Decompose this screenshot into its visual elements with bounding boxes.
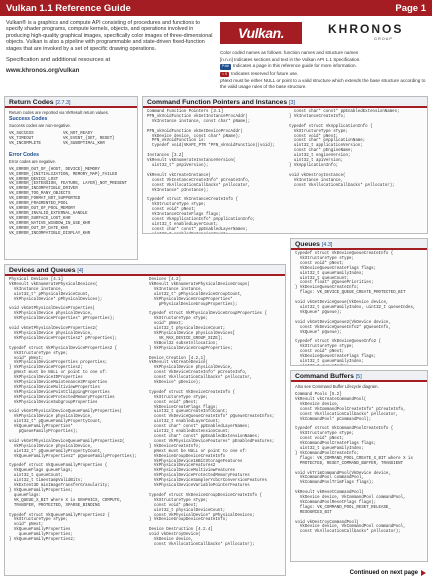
cmd-pointers-panel bbox=[142, 96, 428, 234]
devices-col2: Devices [4.2] VkResult vkEnumeratePhysicalDeviceGroups( VkInstance instance, uint32_t* pPhysicalDeviceGroupCount, VkPhysicalDeviceGroupProperties* pPhysicalDeviceGroupProperties); typedef struct VkPhysicalDeviceGroupProperties { VkStructureType sType; void* pNext; uint32_t physicalDeviceCount; VkPhysicalDevice physicalDevices[ VK_MAX_DEVICE_GROUP_SIZE]; VkBool32 subsetAllocation; } VkPhysicalDeviceGroupProperties; Device Creation [4.2.1] VkResult vkCreateDevice( VkPhysicalDevice physicalDevice, const VkDeviceCreateInfo* pCreateInfo, const VkAllocationCallbacks* pAllocator, VkDevice* pDevice); typedef struct VkDeviceCreateInfo { VkStructureType sType; const void* pNext; VkDeviceCreateFlags flags; uint32_t queueCreateInfoCount; const VkDeviceQueueCreateInfo* pQueueCreateInfos; uint32_t enabledLayerCount; const char* const* ppEnabledLayerNames; uint32_t enabledExtensionCount; const char* const* ppEnabledExtensionNames; const VkPhysicalDeviceFeatures* pEnabledFeatures; } VkDeviceCreateInfo; pNext must be NULL or point to one of: VkDeviceGroupDeviceCreateInfo VkPhysicalDevice16BitStorageFeatures VkPhysicalDeviceFeatures2 VkPhysicalDeviceMultiviewFeatures VkPhysicalDeviceProtectedMemoryFeatures VkPhysicalDeviceSamplerYcbcrConversionFeatures VkPhysicalDeviceVariablePointerFeatures typedef struct VkDeviceGroupDeviceCreateInfo { VkStructureType sType; const void* pNext; uint32_t physicalDeviceCount; const VkPhysicalDevice* pPhysicalDevices; } VkDeviceGroupDeviceCreateInfo; Device Destruction [4.2.4] void vkDestroyDevice( VkDevice device, const VkAllocationCallbacks* pAllocator); bbox=[149, 278, 275, 547]
cmd-pointers-title: Command Function Pointers and Instances bbox=[147, 99, 288, 106]
logo-area bbox=[220, 20, 428, 48]
cmd-buffers-note: Also see Command Buffer Lifecycle diagram. bbox=[295, 384, 379, 389]
cmd-pointers-col2: const char* const* ppEnabledExtensionNames; } VkInstanceCreateInfo; typedef struct VkApplicationInfo { VkStructureType sType; const void* pNext; const char* pApplicationName; uint32_t applicationVersion; const char* pEngineName; uint32_t engineVersion; uint32_t apiVersion; } VkApplicationInfo; void vkDestroyInstance( VkInstance instance, const VkAllocationCallbacks* pAllocator); bbox=[289, 110, 400, 188]
error-codes-desc: Error codes are negative. bbox=[9, 158, 57, 164]
cmd-pointers-columns bbox=[143, 108, 427, 234]
legend-reserved-line bbox=[220, 71, 428, 78]
devices-header bbox=[5, 265, 285, 276]
legend-ref-line: [n.n.n] Indicates sections and text in the Vulkan API 1.1 Specification. bbox=[220, 56, 361, 62]
return-codes-ref: [2.7.3] bbox=[55, 100, 71, 106]
legend-page-line bbox=[220, 63, 428, 70]
legend bbox=[220, 50, 428, 91]
continued-note bbox=[350, 570, 426, 576]
cmd-buffers-title: Command Buffers bbox=[295, 373, 354, 380]
khronos-group-label: GROUP bbox=[374, 37, 393, 41]
return-codes-body bbox=[5, 108, 137, 130]
error-codes-head bbox=[5, 149, 137, 166]
intro-paragraph: Vulkan® is a graphics and compute API consisting of procedures and functions to specify shader programs, compute kernels, objects, and operations involved in producing high-quality graphical images, specifically color images of three-dimensional objects. Vulkan is also a pipeline with programmable and state-driven fixed-function stages that are invoked by a set of specific drawing operations. bbox=[6, 20, 213, 52]
error-codes-list: VK_ERROR_OUT_OF_{HOST, DEVICE}_MEMORY VK_ERROR_{INITIALIZATION, MEMORY_MAP}_FAILED VK_ERROR_DEVICE_LOST VK_ERROR_{EXTENSION, FEATURE, LAYER}_NOT_PRESENT VK_ERROR_INCOMPATIBLE_DRIVER VK_ERROR_TOO_MANY_OBJECTS VK_ERROR_FORMAT_NOT_SUPPORTED VK_ERROR_FRAGMENTED_POOL VK_ERROR_OUT_OF_POOL_MEMORY VK_ERROR_INVALID_EXTERNAL_HANDLE VK_ERROR_SURFACE_LOST_KHR VK_ERROR_NATIVE_WINDOW_IN_USE_KHR VK_ERROR_OUT_OF_DATE_KHR VK_ERROR_INCOMPATIBLE_DISPLAY_KHR bbox=[9, 167, 127, 236]
spec-url[interactable]: www.khronos.org/vulkan bbox=[6, 67, 80, 75]
success-codes-desc: Success codes are non-negative. bbox=[9, 123, 71, 128]
page-badge-icon: P.## bbox=[222, 64, 229, 69]
arrow-right-icon bbox=[421, 570, 426, 576]
vulkan-logo: Vulkan. bbox=[220, 22, 302, 44]
error-codes-title: Error Codes bbox=[9, 151, 39, 158]
cmd-buffers-ref: [5] bbox=[355, 374, 362, 380]
title-bar bbox=[0, 0, 432, 16]
queues-header bbox=[291, 239, 427, 250]
cmd-pointers-header bbox=[143, 97, 427, 108]
legend-color-line: Color coded names as follows: function names and structure names bbox=[220, 50, 359, 55]
success-codes-title: Success Codes bbox=[9, 116, 48, 122]
queues-ref: [4.3] bbox=[321, 242, 333, 248]
legend-pnext-line: pNext must be either NULL or point to a valid structure which extends the base structure according to the valid usage rules of the base structure. bbox=[220, 78, 426, 89]
return-codes-desc: Return codes are reported via VkResult return values. bbox=[9, 110, 109, 115]
continued-text: Continued on next page bbox=[349, 570, 418, 576]
return-codes-title: Return Codes bbox=[9, 99, 54, 106]
cmd-buffers-code: Command Pools [5.2] VkResult vkCreateCommandPool( VkDevice device, const VkCommandPoolCreateInfo* pCreateInfo, const VkAllocationCallbacks* pAllocator, VkCommandPool* pCommandPool); typedef struct VkCommandPoolCreateInfo { VkStructureType sType; const void* pNext; VkCommandPoolCreateFlags flags; uint32_t queueFamilyIndex; } VkCommandPoolCreateInfo; flags: VK_COMMAND_POOL_CREATE_X_BIT where X is PROTECTED, RESET_COMMAND_BUFFER, TRANSIENT void vkTrimCommandPool(VkDevice device, VkCommandPool commandPool, VkCommandPoolTrimFlags flags); VkResult vkResetCommandPool( VkDevice device, VkCommandPool commandPool, VkCommandPoolResetFlags flags); flags: VK_COMMAND_POOL_RESET_RELEASE_ RESOURCES_BIT void vkDestroyCommandPool( VkDevice device, VkCommandPool commandPool, const VkAllocationCallbacks* pAllocator); bbox=[295, 393, 413, 535]
return-codes-panel bbox=[4, 96, 138, 260]
cmd-pointers-ref: [3] bbox=[289, 100, 296, 106]
spec-line: Specification and additional resources at bbox=[6, 57, 111, 64]
page-number: Page 1 bbox=[395, 2, 426, 14]
reserved-badge-icon: = 0 bbox=[222, 71, 228, 76]
queues-panel bbox=[290, 238, 428, 366]
legend-reserved-text: Indicates reserved for future use. bbox=[231, 70, 299, 76]
devices-ref: [4] bbox=[77, 268, 84, 274]
cmd-buffers-panel bbox=[290, 370, 428, 562]
intro-section bbox=[6, 20, 214, 80]
cmd-pointers-col1: Command Function Pointers [3.1] PFN_vkVoidFunction vkGetInstanceProcAddr( VkInstance instance, const char* pName); PFN_vkVoidFunction vkGetDeviceProcAddr( VkDevice device, const char* pName); PFN_vkVoidFunction is: typedef void(VKAPI_PTR *PFN_vkVoidFunction)(void); Instances [3.2] VkResult vkEnumerateInstanceVersion( uint32_t* pApiVersion); VkResult vkCreateInstance( const VkInstanceCreateInfo* pCreateInfo, const VkAllocationCallbacks* pAllocator, VkInstance* pInstance); typedef struct VkInstanceCreateInfo { VkStructureType sType; const void* pNext; VkInstanceCreateFlags flags; const VkApplicationInfo* pApplicationInfo; uint32_t enabledLayerCount; const char* const* ppEnabledLayerNames; bbox=[147, 110, 275, 232]
return-codes-header bbox=[5, 97, 137, 108]
devices-columns bbox=[5, 276, 285, 550]
devices-title: Devices and Queues bbox=[9, 267, 76, 274]
devices-col1: Physical Devices [4.1] VkResult vkEnumeratePhysicalDevices( VkInstance instance, uint32_t* pPhysicalDeviceCount, VkPhysicalDevice* pPhysicalDevices); void vkGetPhysicalDeviceProperties( VkPhysicalDevice physicalDevice, VkPhysicalDeviceProperties* pProperties); void vkGetPhysicalDeviceProperties2( VkPhysicalDevice physicalDevice, VkPhysicalDeviceProperties2* pProperties); typedef struct VkPhysicalDeviceProperties2 { VkStructureType sType; void* pNext; VkPhysicalDeviceProperties properties; } VkPhysicalDeviceProperties2; pNext must be NULL or point to one of: VkPhysicalDeviceIDProperties VkPhysicalDeviceMaintenance3Properties VkPhysicalDeviceMultiviewProperties VkPhysicalDevicePointClippingProperties VkPhysicalDeviceProtectedMemoryProperties VkPhysicalDeviceSubgroupProperties void vkGetPhysicalDeviceQueueFamilyProperties( VkPhysicalDevice physicalDevice, uint32_t* pQueueFamilyPropertyCount, VkQueueFamilyProperties* pQueueFamilyProperties); void vkGetPhysicalDeviceQueueFamilyProperties2( VkPhysicalDevice physicalDevice, uint32_t* pQueueFamilyPropertyCount, VkQueueFamilyProperties2* pQueueFamilyProperties); typedef struct VkQueueFamilyProperties { VkQueueFlags queueFlags; uint32_t queueCount; uint32_t timestampValidBits; VkExtent3D minImageTransferGranularity; } VkQueueFamilyProperties; queueFlags: VK_QUEUE_X_BIT where X is GRAPHICS, COMPUTE, TRANSFER, PROTECTED, SPARSE_BINDING typedef struct VkQueueFamilyProperties2 { VkStructureType sType; void* pNext; VkQueueFamilyProperties queueFamilyProperties; } VkQueueFamilyProperties2; bbox=[9, 278, 137, 543]
success-codes-list: VK_SUCCESS VK_NOT_READY VK_TIMEOUT VK_EVENT_{SET, RESET} VK_INCOMPLETE VK_SUBOPTIMAL_KHR bbox=[9, 132, 115, 146]
legend-page-text: Indicates a page in this reference guide for more information. bbox=[232, 63, 357, 69]
queues-title: Queues bbox=[295, 241, 320, 248]
khronos-logo: KHRONOS bbox=[328, 22, 404, 36]
cmd-buffers-header bbox=[291, 371, 427, 382]
page-title: Vulkan 1.1 Reference Guide bbox=[6, 2, 131, 14]
devices-panel bbox=[4, 264, 286, 576]
queues-code: typedef struct VkDeviceQueueCreateInfo { VkStructureType sType; const void* pNext; VkDeviceQueueCreateFlags flags; uint32_t queueFamilyIndex; uint32_t queueCount; const float* pQueuePriorities; } VkDeviceQueueCreateInfo; flags: VK_DEVICE_QUEUE_CREATE_PROTECTED_BIT void vkGetDeviceQueue(VkDevice device, uint32_t queueFamilyIndex, uint32_t queueIndex, VkQueue* pQueue); void vkGetDeviceQueue2(VkDevice device, const VkDeviceQueueInfo2* pQueueInfo, VkQueue* pQueue); typedef struct VkDeviceQueueInfo2 { VkStructureType sType; const void* pNext; VkDeviceQueueCreateFlags flags; uint32_t queueFamilyIndex; bbox=[295, 252, 416, 364]
